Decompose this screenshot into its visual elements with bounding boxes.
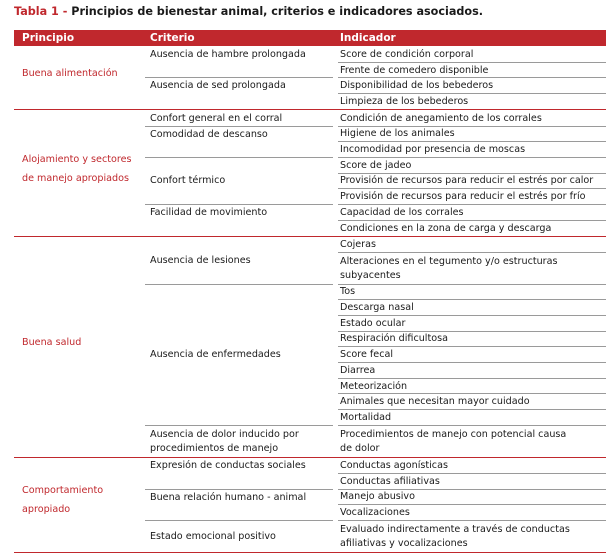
criterion-divider: [145, 489, 333, 490]
indicator-text: Higiene de los animales: [340, 128, 455, 140]
indicator-divider: [338, 315, 606, 316]
criterion-divider: [145, 126, 333, 127]
indicator-divider: [338, 62, 606, 63]
criterion-text: Expresión de conductas sociales: [150, 460, 306, 472]
table-caption: [14, 5, 483, 18]
criterion-text: Buena relación humano - animal: [150, 491, 307, 503]
criterion-text: Comodidad de descanso: [150, 128, 268, 140]
indicator-divider: [338, 489, 606, 490]
indicator-divider: [338, 409, 606, 410]
indicator-divider: [338, 157, 606, 158]
indicator-text: Limpieza de los bebederos: [340, 95, 469, 107]
indicator-text: Conductas agonísticas: [340, 460, 448, 472]
criterion-divider: [145, 157, 333, 158]
indicator-text: Disponibilidad de los bebederos: [340, 80, 494, 92]
principle-divider: [14, 236, 606, 237]
indicator-text: Score de condición corporal: [340, 48, 474, 60]
principle-divider: [14, 457, 606, 458]
principle-divider: [14, 552, 606, 553]
indicator-text: Meteorización: [340, 380, 408, 392]
indicator-divider: [338, 126, 606, 127]
indicator-text: Estado ocular: [340, 317, 406, 329]
indicator-text: de dolor: [340, 442, 380, 454]
indicator-text: Alteraciones en el tegumento y/o estructuras: [340, 255, 558, 267]
indicator-text: Condición de anegamiento de los corrales: [340, 112, 542, 124]
indicator-text: Score fecal: [340, 349, 394, 361]
indicator-text: Provisión de recursos para reducir el estrés por frío: [340, 191, 586, 203]
criterion-divider: [145, 425, 333, 426]
indicator-text: Provisión de recursos para reducir el estrés por calor: [340, 175, 594, 187]
indicator-divider: [338, 378, 606, 379]
caption-label: Tabla 1: [14, 5, 59, 18]
indicator-text: Frente de comedero disponible: [340, 64, 489, 76]
indicator-text: Animales que necesitan mayor cuidado: [340, 396, 530, 408]
indicator-divider: [338, 425, 606, 426]
indicator-divider: [338, 393, 606, 394]
principle-text: apropiado: [22, 504, 71, 516]
indicator-divider: [338, 520, 606, 521]
caption-title: Principios de bienestar animal, criterios e indicadores asociados.: [71, 5, 483, 18]
criterion-text: Ausencia de sed prolongada: [150, 80, 286, 92]
indicator-divider: [338, 362, 606, 363]
indicator-text: Procedimientos de manejo con potencial causa: [340, 428, 567, 440]
criterion-text: Ausencia de hambre prolongada: [150, 49, 306, 60]
criterion-text: Confort térmico: [150, 175, 226, 187]
criterion-divider: [145, 204, 333, 205]
criterion-divider: [145, 284, 333, 285]
criterion-text: Ausencia de lesiones: [150, 254, 251, 266]
indicator-divider: [338, 346, 606, 347]
indicator-text: Capacidad de los corrales: [340, 206, 464, 218]
header-criterio: Criterio: [150, 32, 195, 44]
principle-divider: [14, 109, 606, 110]
indicator-divider: [338, 141, 606, 142]
indicator-divider: [338, 173, 606, 174]
indicator-divider: [338, 331, 606, 332]
indicator-text: Descarga nasal: [340, 302, 414, 314]
header-principio: Principio: [22, 32, 75, 44]
indicator-divider: [338, 220, 606, 221]
indicator-text: Vocalizaciones: [340, 507, 410, 519]
caption-separator: -: [58, 5, 72, 18]
criterion-text: Facilidad de movimiento: [150, 207, 268, 218]
principle-text: de manejo apropiados: [22, 172, 129, 184]
indicator-text: Cojeras: [340, 239, 376, 251]
criterion-text: procedimientos de manejo: [150, 442, 279, 454]
indicator-text: Manejo abusivo: [340, 491, 415, 503]
principle-text: Buena alimentación: [22, 67, 118, 79]
indicator-divider: [338, 473, 606, 474]
principle-text: Buena salud: [22, 336, 82, 348]
indicator-divider: [338, 284, 606, 285]
header-indicador: Indicador: [340, 32, 396, 44]
criterion-text: Confort general en el corral: [150, 112, 283, 124]
criterion-divider: [145, 520, 333, 521]
indicator-text: Condiciones en la zona de carga y descarga: [340, 222, 552, 234]
principle-text: Comportamiento: [22, 485, 104, 497]
indicator-text: Score de jadeo: [340, 159, 412, 171]
indicator-text: Respiración dificultosa: [340, 333, 448, 345]
indicator-text: Mortalidad: [340, 411, 392, 423]
indicator-text: afiliativas y vocalizaciones: [340, 537, 468, 549]
indicator-divider: [338, 252, 606, 253]
principle-text: Alojamiento y sectores: [22, 153, 132, 165]
indicator-text: subyacentes: [340, 269, 401, 281]
indicator-text: Diarrea: [340, 364, 376, 376]
indicator-divider: [338, 504, 606, 505]
criterion-text: Estado emocional positivo: [150, 530, 276, 542]
indicator-divider: [338, 299, 606, 300]
indicator-text: Conductas afiliativas: [340, 475, 440, 487]
table-header: [14, 30, 606, 46]
indicator-divider: [338, 93, 606, 94]
indicator-divider: [338, 204, 606, 205]
indicator-text: Evaluado indirectamente a través de conductas: [340, 523, 570, 535]
criterion-text: Ausencia de enfermedades: [150, 349, 281, 361]
indicator-text: Tos: [340, 286, 356, 298]
indicator-divider: [338, 188, 606, 189]
criterion-text: Ausencia de dolor inducido por: [150, 428, 299, 440]
indicator-divider: [338, 77, 606, 78]
criterion-divider: [145, 77, 333, 78]
indicator-text: Incomodidad por presencia de moscas: [340, 144, 526, 156]
